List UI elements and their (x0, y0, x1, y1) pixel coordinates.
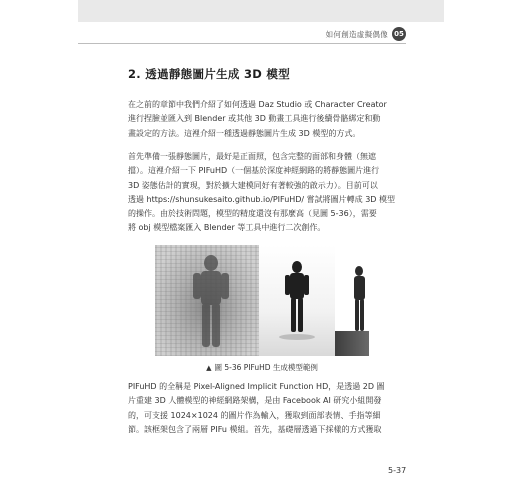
paragraph-line: 在之前的章節中我們介紹了如何透過 Daz Studio 或 Character Creator (128, 100, 387, 109)
paragraph-line: 節。該框架包含了兩層 PIFu 模組。首先，基礎層透過下採樣的方式獲取 (128, 424, 382, 434)
paragraph-pifuhd (128, 380, 414, 437)
header-band (78, 0, 444, 22)
page-number: 5-37 (388, 466, 407, 475)
figure-pifuhd-example (155, 245, 369, 356)
paragraph-method (128, 150, 414, 236)
figure-silhouette-mid (259, 245, 335, 356)
figure-caption (155, 362, 369, 373)
paragraph-intro (128, 98, 414, 141)
section-heading: 2. 透過靜態圖片生成 3D 模型 (128, 67, 291, 81)
point-cloud-image (155, 245, 259, 356)
header-rule (78, 43, 406, 44)
paragraph-line: 的操作。由於技術問題，模型的精度還沒有那麼高（見圖 5-36），需要 (128, 209, 377, 219)
paragraph-line: 擋）。這裡介紹一下 PIFuHD（一個基於深度神經網路的將靜態圖片進行 (128, 166, 380, 176)
paragraph-line: 首先準備一張靜態圖片，最好是正面照，包含完整的面部和身體（無遮 (128, 152, 376, 161)
paragraph-line: 的，可支援 1024×1024 的圖片作為輸入，獲取到面部表情、手指等細 (128, 410, 381, 420)
chapter-header (0, 27, 406, 41)
floor-shadow (335, 331, 369, 356)
paragraph-line: 將 obj 模型檔案匯入 Blender 等工具中進行二次創作。 (128, 223, 326, 233)
chapter-number-badge: 05 (392, 27, 406, 41)
chapter-title: 如何創造虛擬偶像 (325, 29, 388, 39)
paragraph-line: 3D 姿態估計的實現，對於擴大建模同好有著較強的啟示力）。目前可以 (128, 180, 378, 190)
paragraph-line: 畫設定的方法。這裡介紹一種透過靜態圖片生成 3D 模型的方式。 (128, 128, 361, 138)
triangle-icon: ▲ (206, 364, 212, 372)
paragraph-line: 透過 https://shunsukesaito.github.io/PIFuHD/ 嘗試將圖片轉成 3D 模型 (128, 194, 396, 204)
paragraph-line: PIFuHD 的全稱是 Pixel-Aligned Implicit Function HD，是透過 2D 圖 (128, 382, 385, 391)
figure-silhouette-left (155, 245, 259, 356)
reconstructed-model-image (259, 245, 335, 356)
model-side-view-image (335, 245, 369, 356)
figure-caption-text: 圖 5-36 PIFuHD 生成模型範例 (214, 363, 318, 372)
paragraph-line: 進行捏臉並匯入到 Blender 或其他 3D 動畫工具進行後續骨骼綁定和動 (128, 114, 381, 124)
paragraph-line: 片重建 3D 人體模型的神經網路架構，是由 Facebook AI 研究小組開發 (128, 396, 382, 406)
